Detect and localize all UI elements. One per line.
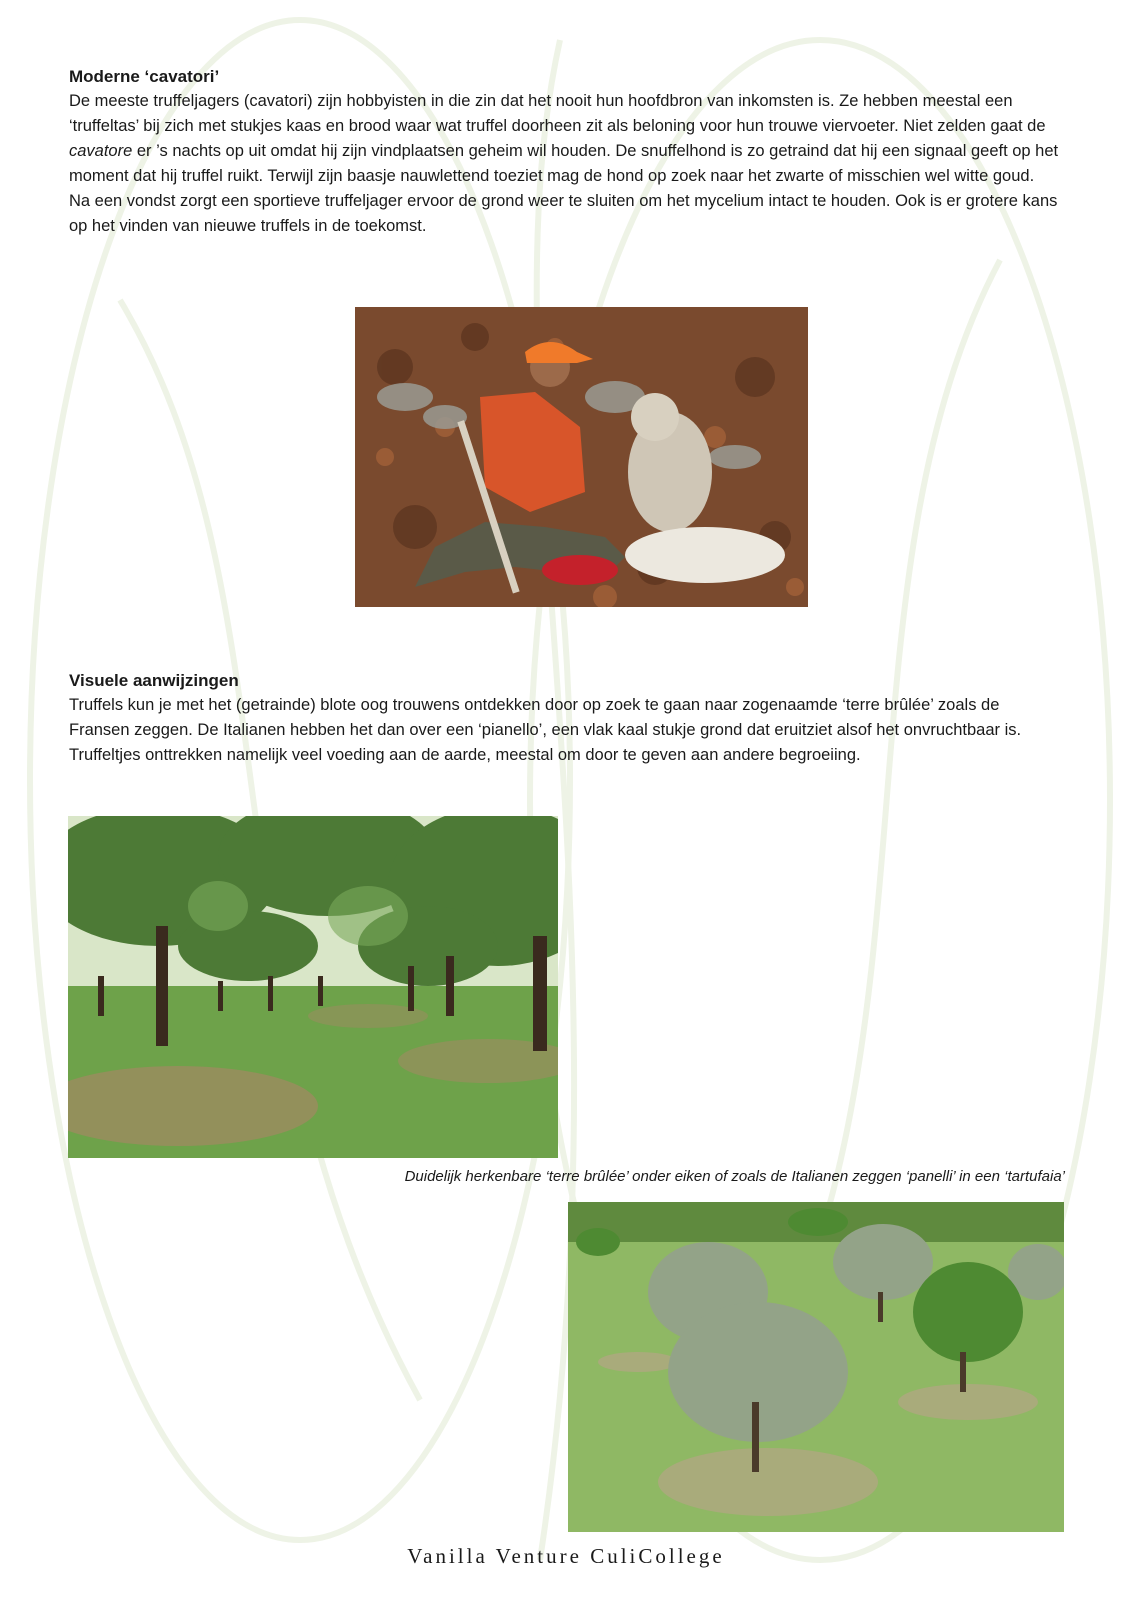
photo-young-truffle-trees xyxy=(568,1202,1064,1532)
footer-brand: Vanilla Venture CuliCollege xyxy=(407,1544,725,1568)
section-heading: Moderne ‘cavatori’ xyxy=(69,67,220,86)
paragraph: De meeste truffeljagers (cavatori) zijn hobbyisten in die zin dat het nooit hun hoofdbron van inkomsten is. Ze hebben meestal een ‘truffeltas’ bij zich met stukjes kaas en brood waar wat truffel doorheen zit als beloning voor hun trouwe viervoeter. Niet zelden gaat de cavatore er ’s nachts op uit omdat hij zijn vindplaatsen geheim wil houden. De snuffelhond is zo getraind dat hij een signaal geeft op het moment dat hij truffel ruikt. Terwijl zijn baasje nauwlettend toeziet mag de hond op zoek naar het zwarte of misschien wel witte goud. xyxy=(69,92,1059,185)
section-heading: Visuele aanwijzingen xyxy=(69,671,239,690)
section-visuele-aanwijzingen xyxy=(69,668,1059,768)
photo-oak-orchard-terre-brulee xyxy=(68,816,558,1158)
photo-caption: Duidelijk herkenbare ‘terre brûlée’ onder eiken of zoals de Italianen zeggen ‘panelli’ in een ‘tartufaia’ xyxy=(404,1168,1065,1185)
section-moderne-cavatori xyxy=(69,64,1059,239)
paragraph: Na een vondst zorgt een sportieve truffeljager ervoor de grond weer te sluiten om het mycelium intact te houden. Ook is er grotere kans op het vinden van nieuwe truffels in de toekomst. xyxy=(69,192,1058,235)
paragraph: Truffels kun je met het (getrainde) blote oog trouwens ontdekken door op zoek te gaan naar zogenaamde ‘terre brûlée’ zoals de Fransen zeggen. De Italianen hebben het dan over een ‘pianello’, een vlak kaal stukje grond dat eruitziet alsof het onvruchtbaar is. Truffeltjes onttrekken namelijk veel voeding aan de aarde, meestal om door te geven aan andere begroeiing. xyxy=(69,696,1022,764)
photo-truffle-hunter-with-dogs xyxy=(355,307,808,607)
